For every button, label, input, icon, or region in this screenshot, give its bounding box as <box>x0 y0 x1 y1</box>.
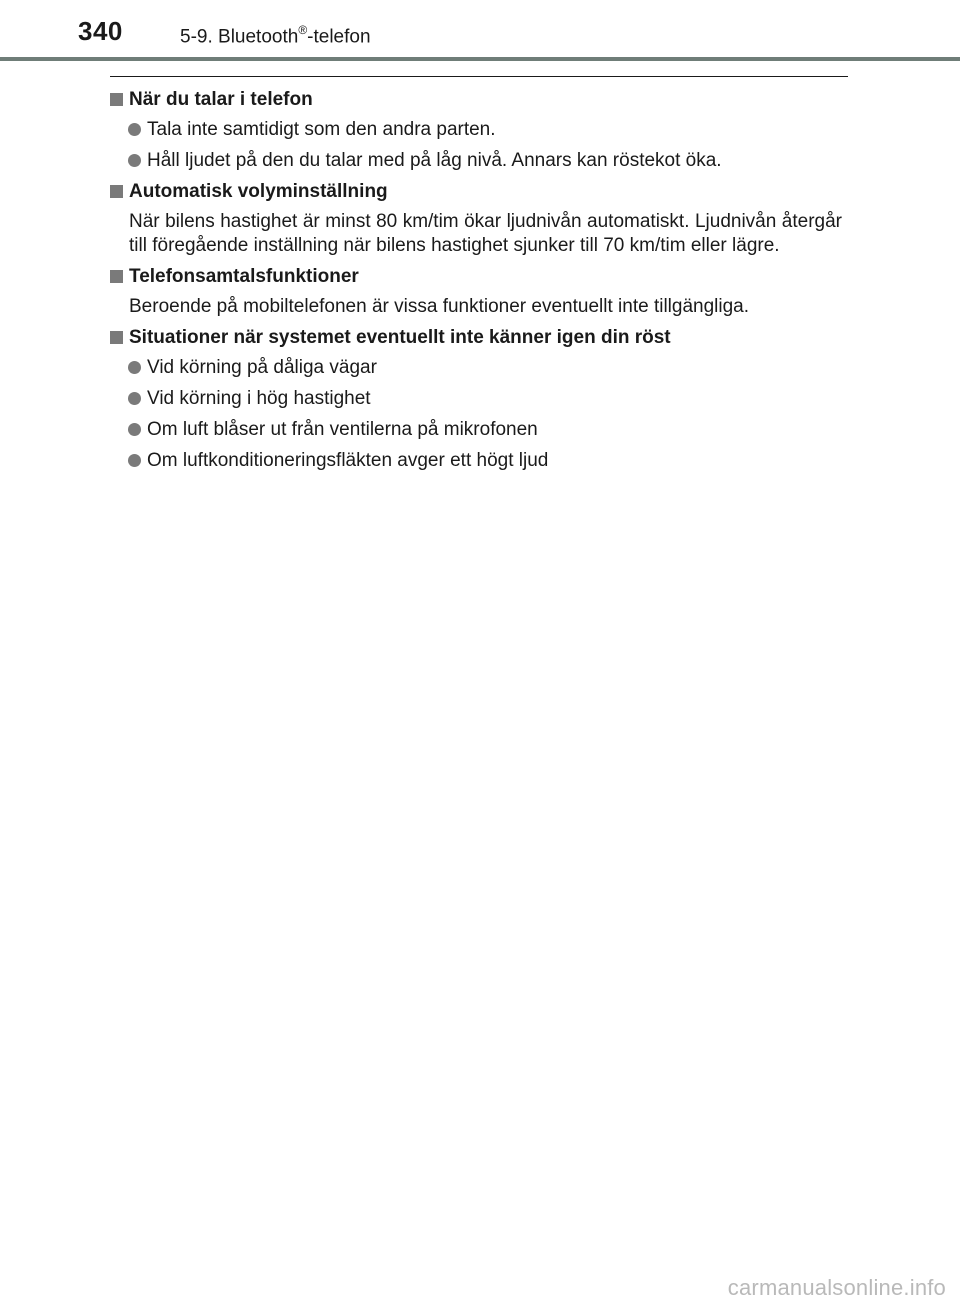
square-bullet-icon <box>110 331 123 344</box>
section-heading <box>110 265 842 289</box>
list-item <box>128 118 842 142</box>
list-item <box>128 418 842 442</box>
list-item-text: Vid körning i hög hastighet <box>147 388 371 409</box>
square-bullet-icon <box>110 270 123 283</box>
page-number: 340 <box>78 16 123 46</box>
header-divider <box>0 57 960 61</box>
square-bullet-icon <box>110 185 123 198</box>
round-bullet-icon <box>128 154 141 167</box>
list-item <box>128 449 842 473</box>
paragraph: När bilens hastighet är minst 80 km/tim ökar ljudnivån automatiskt. Ljudnivån återgår till föregående inställning när bilens hastighet sjunker till 70 km/tim eller lägre. <box>129 211 842 256</box>
content-divider <box>110 76 848 77</box>
list-item-text: Om luftkonditioneringsfläkten avger ett högt ljud <box>147 450 549 471</box>
list-item <box>128 387 842 411</box>
heading-text: När du talar i telefon <box>129 89 313 110</box>
section-heading <box>110 180 842 204</box>
list-item <box>128 149 842 173</box>
round-bullet-icon <box>128 361 141 374</box>
round-bullet-icon <box>128 123 141 136</box>
round-bullet-icon <box>128 454 141 467</box>
list-item-text: Tala inte samtidigt som den andra parten. <box>147 119 496 140</box>
paragraph: Beroende på mobiltelefonen är vissa funktioner eventuellt inte tillgängliga. <box>129 296 750 317</box>
section-title-suffix: -telefon <box>307 26 371 48</box>
watermark: carmanualsonline.info <box>727 1275 946 1300</box>
heading-text: Telefonsamtalsfunktioner <box>129 266 359 287</box>
list-item-text: Håll ljudet på den du talar med på låg nivå. Annars kan röstekot öka. <box>147 150 722 171</box>
registered-mark: ® <box>298 23 308 37</box>
section-title-prefix: 5-9. Bluetooth <box>180 26 299 48</box>
list-item-text: Vid körning på dåliga vägar <box>147 357 377 378</box>
section-title <box>180 24 371 48</box>
heading-text: Automatisk volyminställning <box>129 181 388 202</box>
page-header <box>0 0 960 62</box>
list-item <box>128 356 842 380</box>
square-bullet-icon <box>110 93 123 106</box>
section-heading <box>110 326 842 350</box>
section-heading <box>110 88 842 112</box>
heading-text: Situationer när systemet eventuellt inte känner igen din röst <box>129 327 671 348</box>
list-item-text: Om luft blåser ut från ventilerna på mikrofonen <box>147 419 538 440</box>
round-bullet-icon <box>128 423 141 436</box>
page-content <box>110 88 842 480</box>
round-bullet-icon <box>128 392 141 405</box>
